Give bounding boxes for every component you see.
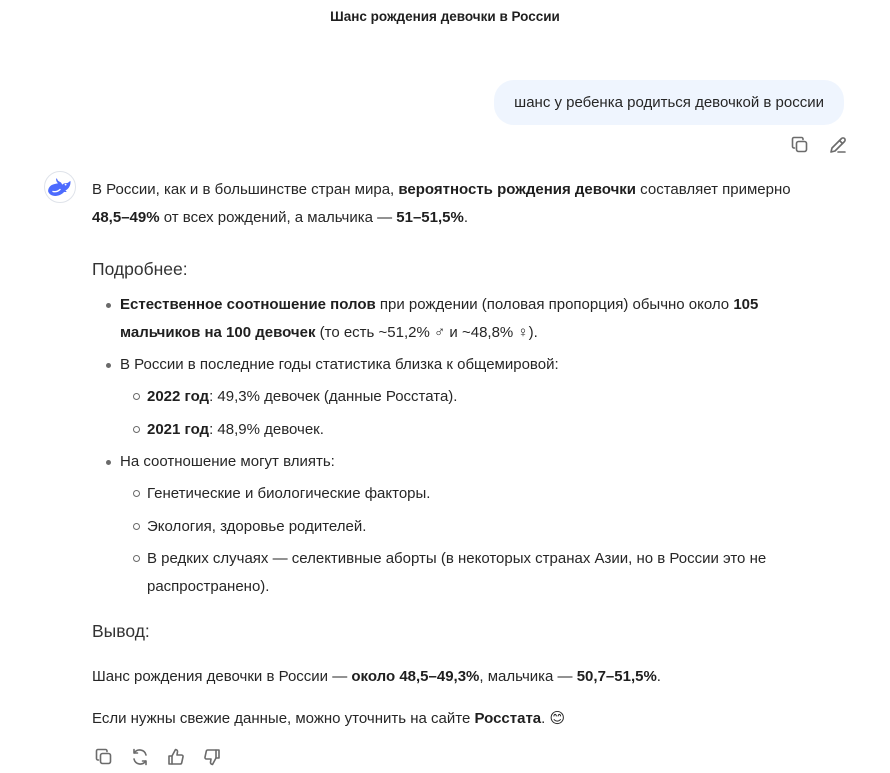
sub-list-item	[120, 416, 832, 444]
list-item	[92, 291, 832, 347]
rosstat-bold: Росстата	[474, 710, 542, 727]
user-message-text: шанс у ребенка родиться девочкой в россии	[514, 94, 824, 111]
copy-icon[interactable]	[788, 133, 812, 157]
intro-bold-girl-percent: 48,5–49%	[92, 209, 160, 226]
bullet-text: (то есть ~51,2% ♂ и ~48,8% ♀).	[315, 324, 538, 341]
conclusion-text: Шанс рождения девочки в России —	[92, 668, 352, 685]
conclusion-paragraph	[92, 663, 832, 691]
intro-paragraph	[92, 176, 832, 232]
year-label: 2022 год	[147, 388, 210, 405]
final-text: .	[541, 710, 550, 727]
bullet-bold: 105 мальчиков на 100 девочек	[120, 296, 759, 341]
bullet-text: На соотношение могут влиять:	[120, 453, 335, 470]
conclusion-heading: Вывод:	[92, 621, 150, 641]
user-message-actions	[788, 133, 850, 157]
sub-item-text: : 49,3% девочек (данные Росстата).	[209, 388, 458, 405]
year-label: 2021 год	[147, 420, 210, 438]
whale-logo-icon	[48, 178, 72, 196]
conclusion-text: , мальчика —	[479, 668, 577, 685]
smile-emoji-icon: 😊	[549, 710, 566, 727]
details-heading: Подробнее:	[92, 259, 188, 279]
intro-text: .	[463, 209, 469, 226]
sub-list	[120, 383, 832, 444]
user-message-bubble	[494, 80, 844, 125]
intro-text: составляет примерно	[636, 181, 791, 198]
sub-item-text: : 48,9% девочек.	[209, 420, 324, 438]
list-item	[92, 448, 832, 601]
regenerate-icon[interactable]	[128, 745, 152, 769]
sub-list-item: Экология, здоровье родителей.	[120, 513, 832, 541]
assistant-answer	[92, 176, 832, 733]
page-title: Шанс рождения девочки в России	[330, 9, 560, 24]
thumbs-down-icon[interactable]	[200, 745, 224, 769]
assistant-avatar	[44, 171, 76, 203]
sub-list	[120, 480, 832, 601]
final-paragraph	[92, 705, 832, 733]
thumbs-up-icon[interactable]	[164, 745, 188, 769]
intro-bold-probability: вероятность рождения девочки	[398, 181, 637, 198]
edit-icon[interactable]	[826, 133, 850, 157]
conclusion-bold-girl: около 48,5–49,3%	[351, 668, 480, 685]
copy-icon[interactable]	[92, 745, 116, 769]
conclusion-text: .	[656, 668, 661, 685]
sub-list-item: Генетические и биологические факторы.	[120, 480, 832, 508]
message-actions	[92, 745, 224, 769]
bullet-bold: Естественное соотношение полов	[120, 296, 376, 313]
intro-text: В России, как и в большинстве стран мира,	[92, 181, 399, 198]
intro-bold-boy-percent: 51–51,5%	[396, 209, 464, 226]
intro-text: от всех рождений, а мальчика —	[159, 209, 397, 226]
details-list	[92, 291, 832, 601]
sub-list-item	[120, 383, 832, 411]
final-text: Если нужны свежие данные, можно уточнить на сайте	[92, 710, 475, 727]
list-item	[92, 351, 832, 444]
bullet-text: В России в последние годы статистика близка к общемировой:	[120, 356, 559, 373]
bullet-text: при рождении (половая пропорция) обычно около	[375, 296, 734, 313]
conclusion-bold-boy: 50,7–51,5%	[576, 668, 657, 685]
sub-list-item: В редких случаях — селективные аборты (в некоторых странах Азии, но в России это не распространено).	[120, 545, 832, 601]
